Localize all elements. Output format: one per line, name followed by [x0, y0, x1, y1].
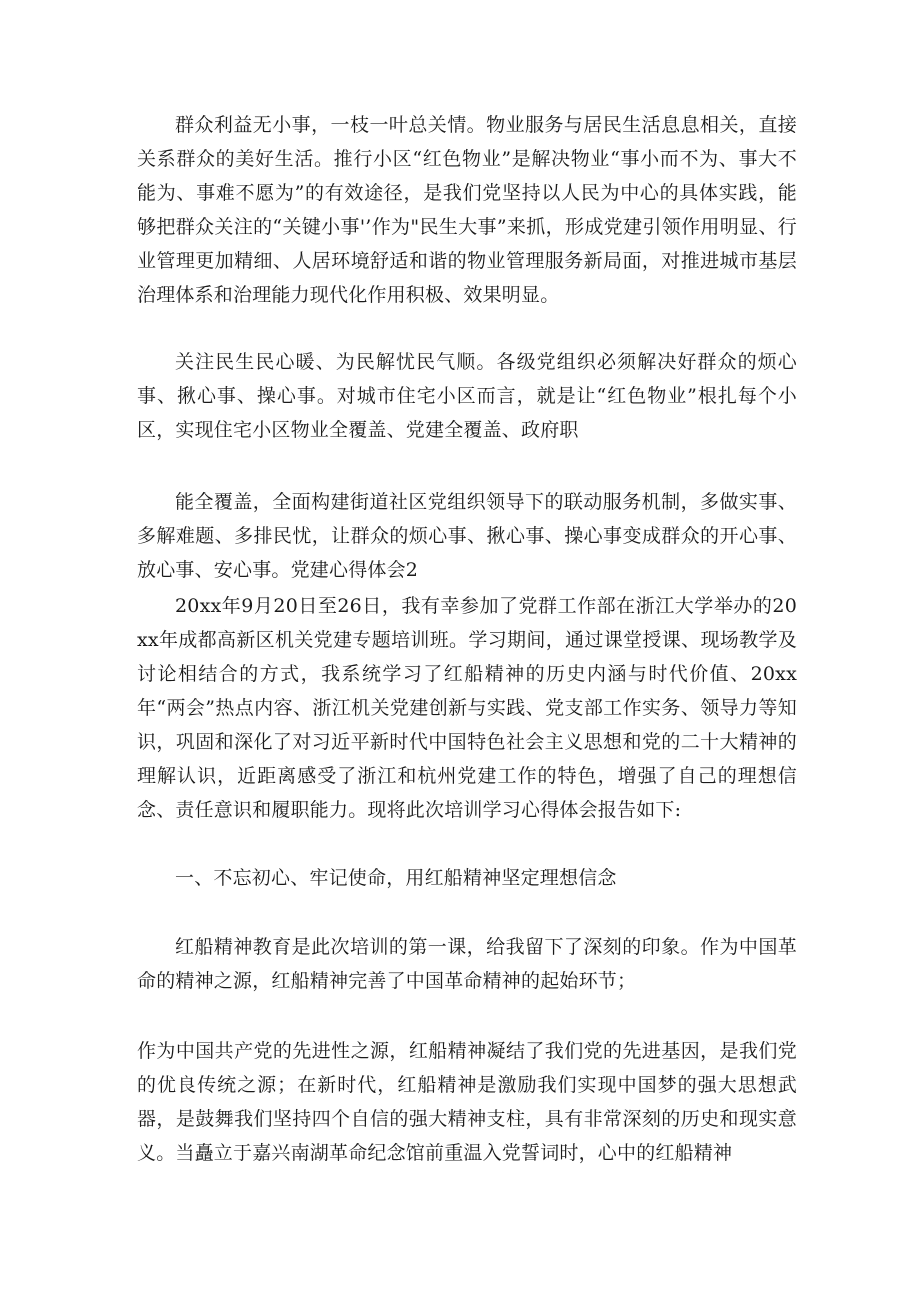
- paragraph-6: 作为中国共产党的先进性之源，红船精神凝结了我们党的先进基因，是我们党的优良传统之源；在新时代，红船精神是激励我们实现中国梦的强大思想武器，是鼓舞我们坚持四个自信的强大精神支柱，具有非常深刻的历史和现实意义。当矗立于嘉兴南湖革命纪念馆前重温入党誓词时，心中的红船精神: [137, 1040, 797, 1164]
- section-heading: 一、不忘初心、牢记使命，用红船精神坚定理想信念: [175, 867, 617, 889]
- paragraph-4: 20xx年9月20日至26日，我有幸参加了党群工作部在浙江大学举办的20xx年成都高新区机关党建专题培训班。学习期间，通过课堂授课、现场教学及讨论相结合的方式，我系统学习了红船精神的历史内涵与时代价值、20xx年“两会”热点内容、浙江机关党建创新与实践、党支部工作实务、领导力等知识，巩固和深化了对习近平新时代中国特色社会主义思想和党的二十大精神的理解认识，近距离感受了浙江和杭州党建工作的特色，增强了自己的理想信念、责任意识和履职能力。现将此次培训学习心得体会报告如下:: [137, 595, 797, 821]
- paragraph-5: 红船精神教育是此次培训的第一课，给我留下了深刻的印象。作为中国革命的精神之源，红船精神完善了中国革命精神的起始环节；: [137, 936, 797, 992]
- paragraph-3: 能全覆盖，全面构建街道社区党组织领导下的联动服务机制，多做实事、多解难题、多排民忧，让群众的烦心事、揪心事、操心事变成群众的开心事、放心事、安心事。党建心得体会2: [137, 491, 797, 581]
- paragraph-2: 关注民生民心暖、为民解忧民气顺。各级党组织必须解决好群众的烦心事、揪心事、操心事。对城市住宅小区而言，就是让“红色物业”根扎每个小区，实现住宅小区物业全覆盖、党建全覆盖、政府职: [137, 351, 797, 441]
- paragraph-1: 群众利益无小事，一枝一叶总关情。物业服务与居民生活息息相关，直接关系群众的美好生活。推行小区“红色物业”是解决物业“事小而不为、事大不能为、事难不愿为”的有效途径，是我们党坚持以人民为中心的具体实践，能够把群众关注的“关键小事'’作为"民生大事”来抓，形成党建引领作用明显、行业管理更加精细、人居环境舒适和谐的物业管理服务新局面，对推进城市基层治理体系和治理能力现代化作用积极、效果明显。: [137, 114, 797, 306]
